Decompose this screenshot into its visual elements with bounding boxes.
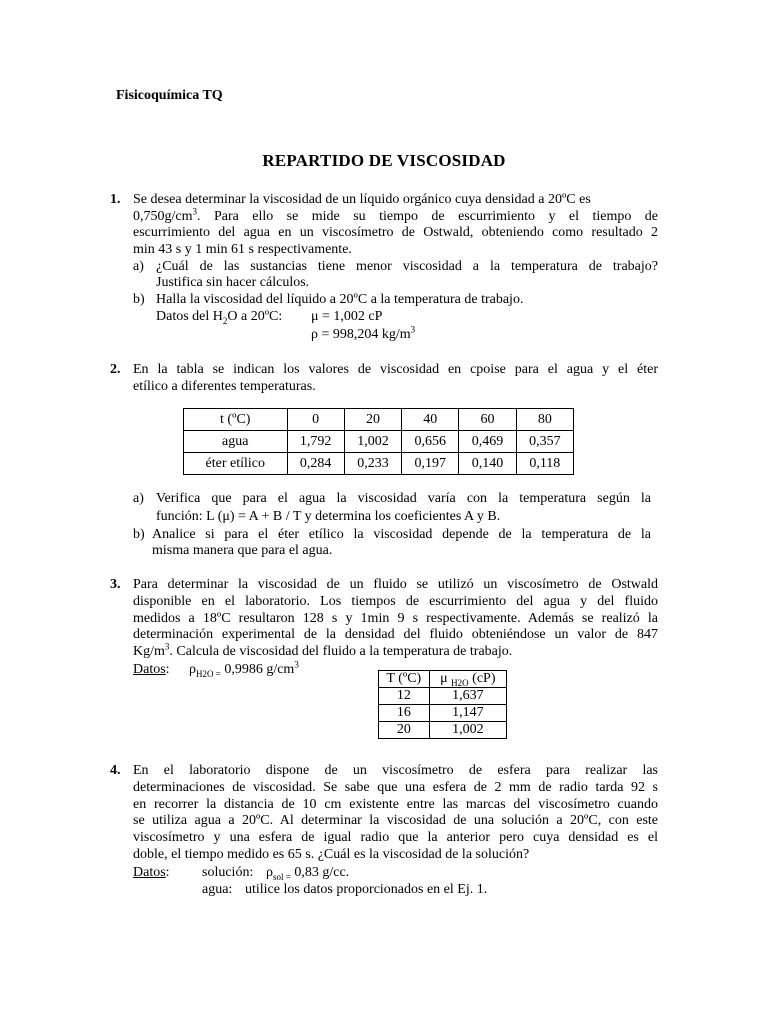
table-cell: 12 bbox=[379, 688, 430, 705]
table-cell: éter etílico bbox=[184, 453, 288, 475]
table-header-cell: 60 bbox=[459, 409, 516, 431]
question-4-line-1: En el laboratorio dispone de un viscosímetro de esfera para realizar las bbox=[133, 763, 658, 778]
table-cell: 0,140 bbox=[459, 453, 516, 475]
table-row bbox=[379, 722, 507, 739]
viscosity-table bbox=[183, 408, 574, 475]
question-1-number: 1. bbox=[110, 192, 121, 207]
q1-b-text: Halla la viscosidad del líquido a 20ºC a la temperatura de trabajo. bbox=[156, 292, 524, 307]
q4-rho-solution: $\rho_{sol =}$ 0,83 g/cc. bbox=[266, 865, 350, 882]
question-4-line-2: determinaciones de viscosidad. Se sabe que una esfera de 2 mm de radio tarda 92 s bbox=[133, 780, 658, 795]
question-2-number: 2. bbox=[110, 362, 121, 377]
table-cell: 0,197 bbox=[402, 453, 459, 475]
question-3-line-3: medidos a 18ºC resultaron 128 s y 1min 9 s respectivamente. Además se realizó la bbox=[133, 611, 658, 626]
q3-rho-water: $\rho_{H2O =}$ 0,9986 $g/cm^3$ bbox=[189, 659, 299, 679]
table-cell: 0,233 bbox=[344, 453, 401, 475]
question-2-line-1: En la tabla se indican los valores de viscosidad en cpoise para el agua y el éter bbox=[133, 362, 658, 377]
question-1-line-3: escurrimiento del agua en un viscosímetro de Ostwald, obteniendo como resultado 2 bbox=[133, 225, 658, 240]
q2-a-label: a) bbox=[133, 491, 144, 506]
q1-a-line-2: Justifica sin hacer cálculos. bbox=[156, 275, 310, 290]
question-3-line-1: Para determinar la viscosidad de un fluido se utilizó un viscosímetro de Ostwald bbox=[133, 577, 658, 592]
q1-b-label: b) bbox=[133, 292, 145, 307]
question-3-line-5: $Kg/m^3$. Calcula de viscosidad del fluido a la temperatura de trabajo. bbox=[133, 641, 513, 659]
table-cell: 1,002 bbox=[344, 431, 401, 453]
q1-rho-value: ρ = 998,204 $kg/m^3$ bbox=[311, 324, 416, 342]
table-cell: 20 bbox=[379, 722, 430, 739]
question-1-line-2: $0,750g/cm^3$. Para ello se mide su tiempo de escurrimiento y el tiempo de bbox=[133, 206, 658, 224]
question-3-line-2: disponible en el laboratorio. Los tiempos de escurrimiento del agua y del fluido bbox=[133, 594, 658, 609]
question-4-line-4: se utiliza agua a 20ºC. Al determinar la viscosidad de una solución a 20ºC, con este bbox=[133, 813, 658, 828]
q1-a-label: a) bbox=[133, 259, 144, 274]
q1-datos: Datos del $H_2O$ a 20ºC: bbox=[156, 309, 283, 326]
table-row bbox=[184, 453, 574, 475]
question-4-line-5: viscosímetro y una esfera de igual radio que la anterior pero cuya densidad es el bbox=[133, 830, 658, 845]
q2-a-line-2: función: L (μ) = A + B / T y determina los coeficientes A y B. bbox=[156, 509, 501, 524]
table-header-cell: 80 bbox=[516, 409, 573, 431]
q2-a-line-1: Verifica que para el agua la viscosidad varía con la temperatura según la bbox=[156, 491, 651, 506]
table-header-row bbox=[184, 409, 574, 431]
table-row bbox=[184, 431, 574, 453]
q4-water-label: agua: bbox=[202, 882, 233, 897]
q3-datos-label: Datos: bbox=[133, 662, 170, 677]
table-cell: 0,469 bbox=[459, 431, 516, 453]
q1-mu-value: μ = 1,002 cP bbox=[311, 309, 383, 324]
question-3-line-4: determinación experimental de la densidad del fluido obteniéndose un valor de 847 bbox=[133, 627, 658, 642]
table-cell: 1,792 bbox=[287, 431, 344, 453]
table-header-row bbox=[379, 671, 507, 688]
table-row bbox=[379, 688, 507, 705]
question-2-line-2: etílico a diferentes temperaturas. bbox=[133, 379, 316, 394]
table-cell: 0,656 bbox=[402, 431, 459, 453]
table-header-cell: 0 bbox=[287, 409, 344, 431]
q2-b-label: b) bbox=[133, 527, 145, 542]
q4-water-text: utilice los datos proporcionados en el Ej. 1. bbox=[245, 882, 488, 897]
q1-a-line-1: ¿Cuál de las sustancias tiene menor viscosidad a la temperatura de trabajo? bbox=[156, 259, 658, 274]
table-cell: 1,147 bbox=[429, 705, 506, 722]
table-header-cell: 20 bbox=[344, 409, 401, 431]
q4-datos-label: Datos: bbox=[133, 865, 170, 880]
table-header-cell: t (ºC) bbox=[184, 409, 288, 431]
question-1-line-1: Se desea determinar la viscosidad de un líquido orgánico cuya densidad a 20ºC es bbox=[133, 192, 591, 207]
q1-density: $0,750g/cm^3$. bbox=[133, 206, 201, 224]
question-3-number: 3. bbox=[110, 577, 121, 592]
q2-b-line-2: misma manera que para el agua. bbox=[152, 543, 333, 558]
water-viscosity-table bbox=[378, 670, 507, 739]
page-title: REPARTIDO DE VISCOSIDAD bbox=[262, 151, 506, 170]
table-header-cell: T (ºC) bbox=[379, 671, 430, 688]
q4-solution-label: solución: bbox=[202, 865, 254, 880]
table-row bbox=[379, 705, 507, 722]
table-header-cell: 40 bbox=[402, 409, 459, 431]
table-cell: 1,637 bbox=[429, 688, 506, 705]
question-4-line-3: en recorrer la distancia de 10 cm existente entre las marcas del viscosímetro cuando bbox=[133, 797, 658, 812]
table-cell: 16 bbox=[379, 705, 430, 722]
table-cell: agua bbox=[184, 431, 288, 453]
question-4-line-6: doble, el tiempo medido es 65 s. ¿Cuál es la viscosidad de la solución? bbox=[133, 847, 530, 862]
table-cell: 1,002 bbox=[429, 722, 506, 739]
table-cell: 0,284 bbox=[287, 453, 344, 475]
table-cell: 0,118 bbox=[516, 453, 573, 475]
q2-b-line-1: Analice si para el éter etílico la viscosidad depende de la temperatura de la bbox=[152, 527, 651, 542]
course-title: Fisicoquímica TQ bbox=[116, 88, 223, 103]
table-header-cell: μ $_{H2O}$ (cP) bbox=[429, 671, 506, 688]
question-4-number: 4. bbox=[110, 763, 121, 778]
table-cell: 0,357 bbox=[516, 431, 573, 453]
question-1-line-4: min 43 s y 1 min 61 s respectivamente. bbox=[133, 242, 352, 257]
